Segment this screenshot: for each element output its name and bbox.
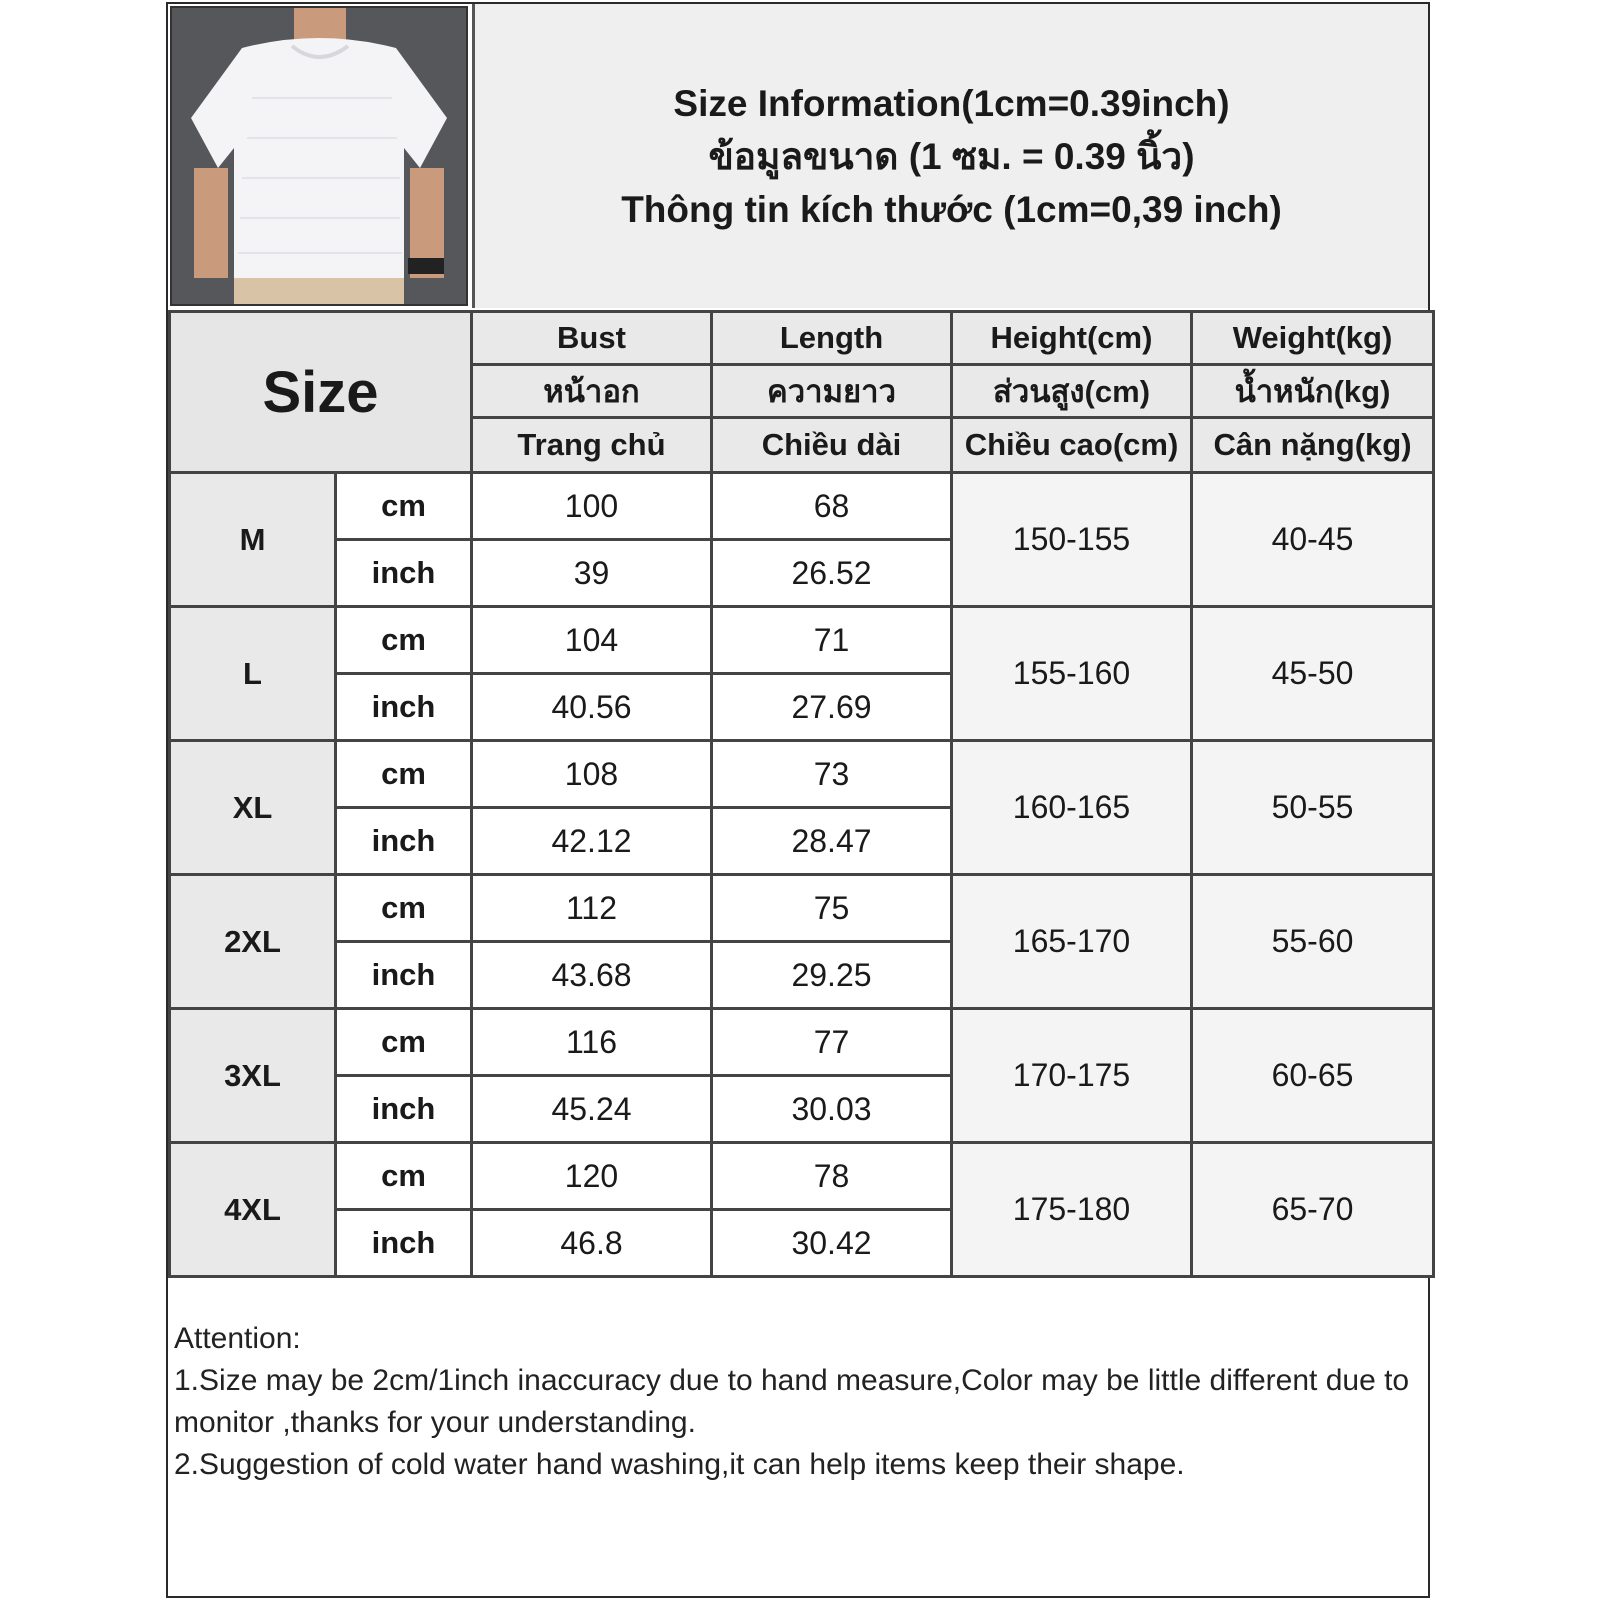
length-cm: 68 [712, 473, 952, 540]
height-range: 165-170 [952, 875, 1192, 1009]
col-header-bust-vi: Trang chủ [472, 418, 712, 473]
height-range: 175-180 [952, 1143, 1192, 1277]
bust-inch: 46.8 [472, 1210, 712, 1277]
col-header-weight-th: น้ำหนัก(kg) [1192, 365, 1434, 418]
table-row [170, 875, 1434, 942]
col-header-length-vi: Chiều dài [712, 418, 952, 473]
weight-range: 50-55 [1192, 741, 1434, 875]
length-inch: 30.03 [712, 1076, 952, 1143]
col-header-height: Height(cm) [952, 312, 1192, 365]
col-header-weight: Weight(kg) [1192, 312, 1434, 365]
unit-inch: inch [336, 808, 472, 875]
unit-cm: cm [336, 1143, 472, 1210]
notes-title: Attention: [174, 1322, 301, 1355]
weight-range: 65-70 [1192, 1143, 1434, 1277]
unit-cm: cm [336, 1009, 472, 1076]
size-name: 4XL [170, 1143, 336, 1277]
length-cm: 75 [712, 875, 952, 942]
tshirt-model-image [172, 8, 466, 304]
length-inch: 29.25 [712, 942, 952, 1009]
col-header-bust-th: หน้าอก [472, 365, 712, 418]
length-inch: 28.47 [712, 808, 952, 875]
weight-range: 40-45 [1192, 473, 1434, 607]
bust-inch: 40.56 [472, 674, 712, 741]
height-range: 150-155 [952, 473, 1192, 607]
table-row [170, 1143, 1434, 1210]
height-range: 160-165 [952, 741, 1192, 875]
col-header-weight-vi: Cân nặng(kg) [1192, 418, 1434, 473]
size-table [168, 310, 1435, 1278]
header-title-vi: Thông tin kích thước (1cm=0,39 inch) [621, 188, 1282, 230]
bust-inch: 43.68 [472, 942, 712, 1009]
unit-cm: cm [336, 875, 472, 942]
size-name: 3XL [170, 1009, 336, 1143]
weight-range: 60-65 [1192, 1009, 1434, 1143]
unit-cm: cm [336, 473, 472, 540]
col-header-height-vi: Chiều cao(cm) [952, 418, 1192, 473]
unit-cm: cm [336, 741, 472, 808]
product-photo [170, 6, 468, 306]
weight-range: 55-60 [1192, 875, 1434, 1009]
header-row-en [170, 312, 1434, 365]
unit-inch: inch [336, 540, 472, 607]
unit-cm: cm [336, 607, 472, 674]
note-2: 2.Suggestion of cold water hand washing,it can help items keep their shape. [174, 1448, 1185, 1481]
col-header-bust: Bust [472, 312, 712, 365]
length-cm: 77 [712, 1009, 952, 1076]
length-cm: 78 [712, 1143, 952, 1210]
bust-inch: 45.24 [472, 1076, 712, 1143]
col-header-length-th: ความยาว [712, 365, 952, 418]
length-inch: 30.42 [712, 1210, 952, 1277]
attention-notes [168, 1314, 1428, 1596]
length-cm: 73 [712, 741, 952, 808]
size-name: M [170, 473, 336, 607]
unit-inch: inch [336, 942, 472, 1009]
note-1: 1.Size may be 2cm/1inch inaccuracy due to hand measure,Color may be little different due to monitor ,thanks for your understanding. [174, 1364, 1410, 1439]
unit-inch: inch [336, 1210, 472, 1277]
header-title-th: ข้อมูลขนาด (1 ซม. = 0.39 นิ้ว) [708, 135, 1195, 177]
bust-inch: 42.12 [472, 808, 712, 875]
table-row [170, 1009, 1434, 1076]
bust-cm: 116 [472, 1009, 712, 1076]
unit-inch: inch [336, 674, 472, 741]
col-header-height-th: ส่วนสูง(cm) [952, 365, 1192, 418]
length-cm: 71 [712, 607, 952, 674]
header-title-en: Size Information(1cm=0.39inch) [673, 82, 1230, 124]
weight-range: 45-50 [1192, 607, 1434, 741]
height-range: 155-160 [952, 607, 1192, 741]
table-row [170, 473, 1434, 540]
size-info-header [472, 4, 1428, 308]
bust-inch: 39 [472, 540, 712, 607]
bust-cm: 120 [472, 1143, 712, 1210]
bust-cm: 100 [472, 473, 712, 540]
table-row [170, 741, 1434, 808]
bust-cm: 108 [472, 741, 712, 808]
length-inch: 26.52 [712, 540, 952, 607]
size-name: XL [170, 741, 336, 875]
col-header-length: Length [712, 312, 952, 365]
unit-inch: inch [336, 1076, 472, 1143]
size-name: L [170, 607, 336, 741]
bust-cm: 104 [472, 607, 712, 674]
length-inch: 27.69 [712, 674, 952, 741]
height-range: 170-175 [952, 1009, 1192, 1143]
table-row [170, 607, 1434, 674]
size-name: 2XL [170, 875, 336, 1009]
bust-cm: 112 [472, 875, 712, 942]
size-column-header: Size [170, 312, 472, 473]
size-chart [166, 2, 1430, 1598]
